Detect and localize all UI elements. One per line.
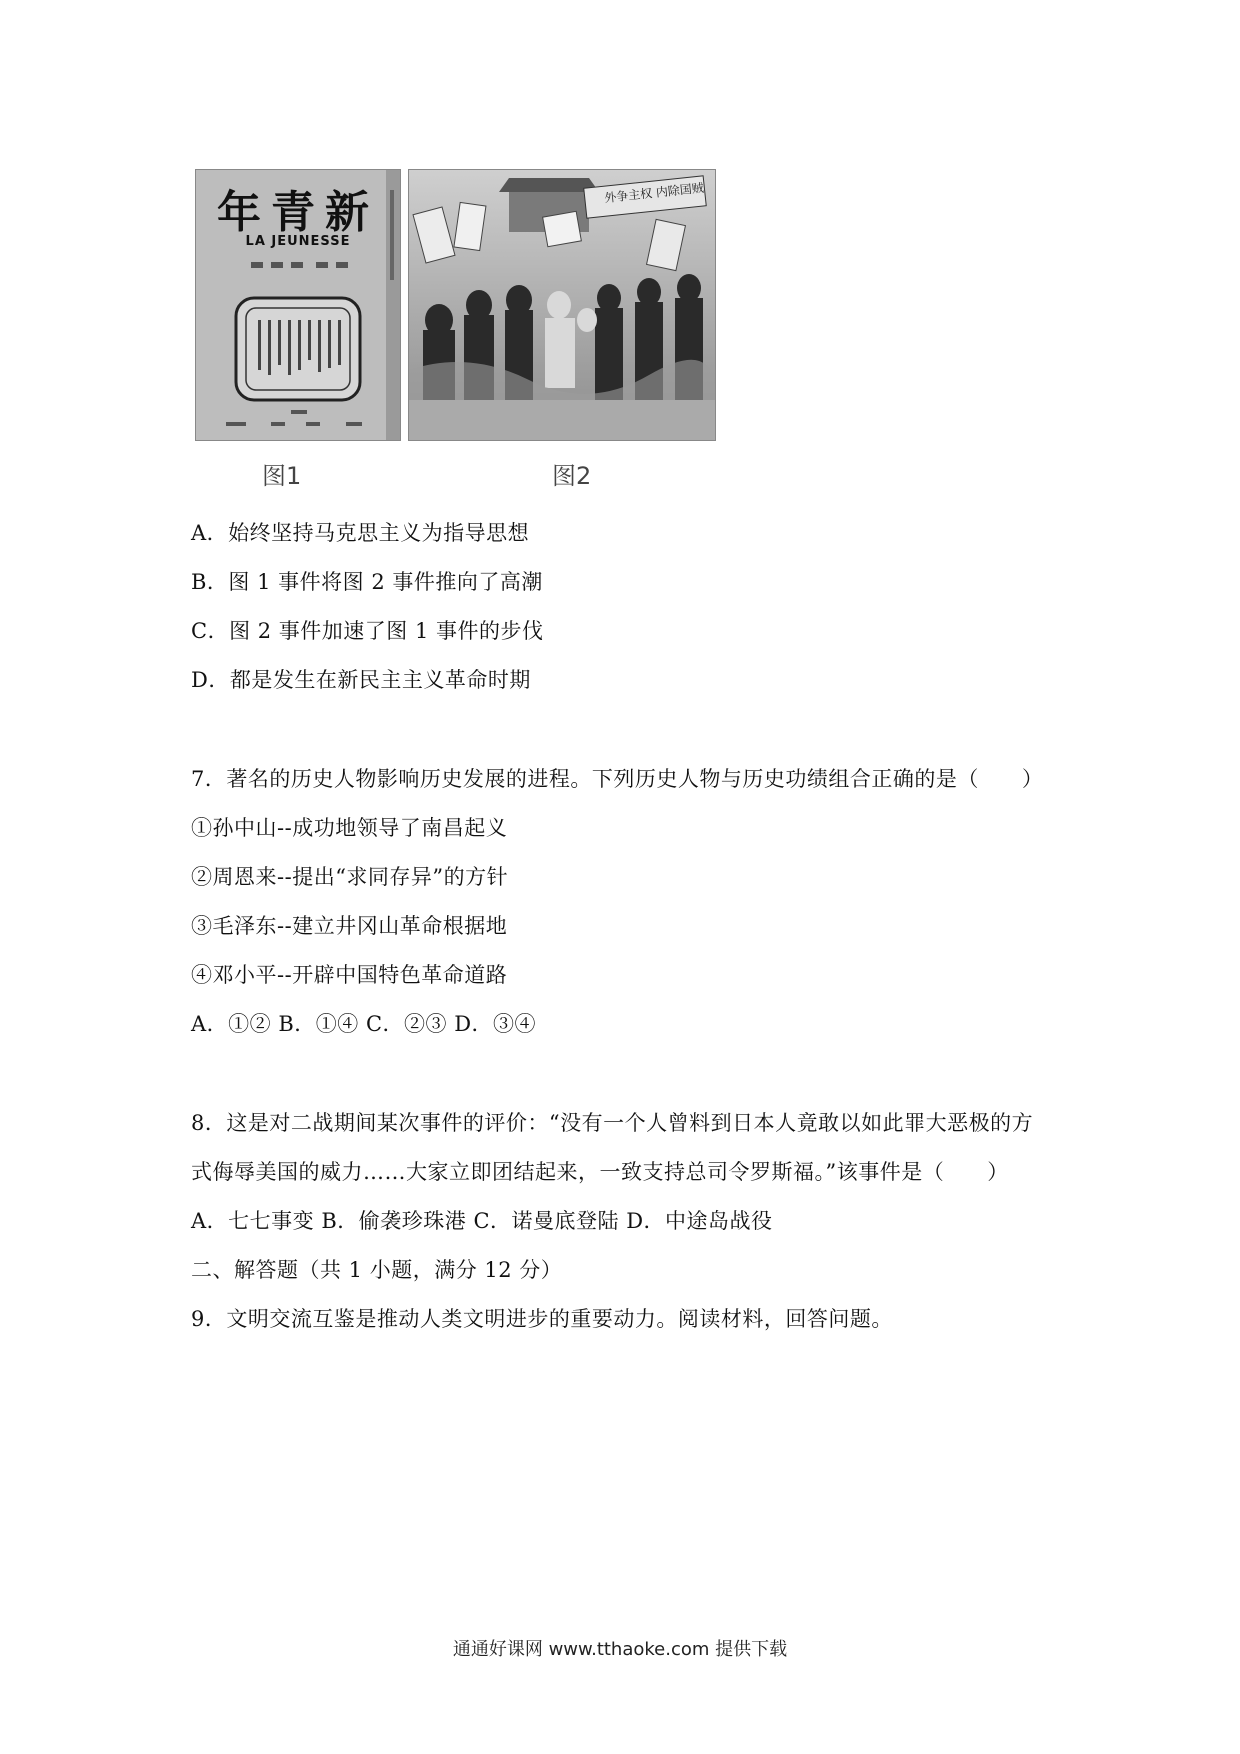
q8-options: A．七七事变 B．偷袭珍珠港 C．诺曼底登陆 D．中途岛战役 xyxy=(191,1209,773,1233)
figure-2-protest-scene xyxy=(408,169,716,441)
q7-options: A．①② B．①④ C．②③ D．③④ xyxy=(191,1012,537,1036)
q7-stem: 7．著名的历史人物影响历史发展的进程。下列历史人物与历史功绩组合正确的是（ ） xyxy=(191,767,1044,791)
q6-option-a: A．始终坚持马克思主义为指导思想 xyxy=(191,521,530,545)
magazine-subtitle: LA JEUNESSE xyxy=(245,234,351,249)
page-footer: 通通好课网 www.tthaoke.com 提供下载 xyxy=(452,1639,788,1660)
q7-item-1: ①孙中山--成功地领导了南昌起义 xyxy=(191,816,508,840)
figure-1-caption: 图1 xyxy=(262,462,302,490)
figure-1-magazine-cover xyxy=(195,169,401,441)
q6-option-c: C．图 2 事件加速了图 1 事件的步伐 xyxy=(191,619,544,643)
figure-2-caption: 图2 xyxy=(552,462,592,490)
q9-stem: 9．文明交流互鉴是推动人类文明进步的重要动力。阅读材料，回答问题。 xyxy=(191,1307,893,1331)
q7-item-4: ④邓小平--开辟中国特色革命道路 xyxy=(191,963,508,987)
protest-illustration xyxy=(409,170,715,440)
q6-option-d: D．都是发生在新民主主义革命时期 xyxy=(191,668,531,692)
q6-option-b: B．图 1 事件将图 2 事件推向了高潮 xyxy=(191,570,543,594)
q7-item-2: ②周恩来--提出“求同存异”的方针 xyxy=(191,865,509,889)
q8-stem-line-2: 式侮辱美国的威力……大家立即团结起来，一致支持总司令罗斯福。”该事件是（ ） xyxy=(191,1160,1009,1184)
q8-stem-line-1: 8．这是对二战期间某次事件的评价：“没有一个人曾料到日本人竟敢以如此罪大恶极的方 xyxy=(191,1111,1034,1135)
magazine-title: 年青新 xyxy=(217,187,379,238)
section-2-heading: 二、解答题（共 1 小题，满分 12 分） xyxy=(191,1258,563,1282)
protest-banner-text: 外争主权 内除国贼 xyxy=(603,180,705,206)
q7-item-3: ③毛泽东--建立井冈山革命根据地 xyxy=(191,914,508,938)
